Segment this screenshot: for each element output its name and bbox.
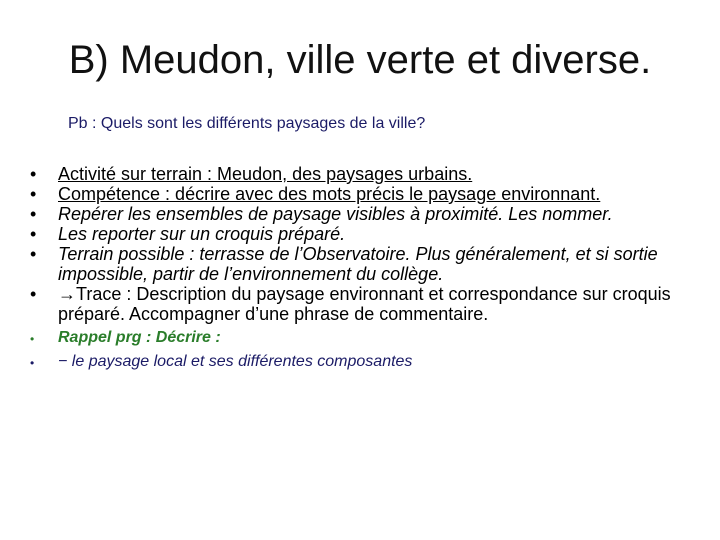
bullet-text-trace: →Trace : Description du paysage environnant et correspondance sur croquis préparé. Accompagner d’une phrase de commentaire. bbox=[58, 284, 671, 324]
problem-question: Pb : Quels sont les différents paysages de la ville? bbox=[68, 115, 426, 132]
bullet-text-rappel: Rappel prg : Décrire : bbox=[58, 329, 221, 346]
bullet-item bbox=[30, 204, 710, 224]
bullet-item bbox=[30, 284, 710, 324]
bullet-marker: • bbox=[30, 356, 35, 370]
bullet-item bbox=[30, 164, 710, 184]
bullet-marker: • bbox=[30, 284, 37, 304]
slide-title: B) Meudon, ville verte et diverse. bbox=[68, 38, 652, 82]
bullet-marker: • bbox=[30, 204, 37, 224]
bullet-item bbox=[30, 352, 710, 372]
bullet-list bbox=[30, 164, 710, 372]
bullet-item bbox=[30, 328, 710, 348]
bullet-marker: • bbox=[30, 164, 37, 184]
bullet-text-terrain: Terrain possible : terrasse de l’Observatoire. Plus généralement, et si sortie impossible, partir de l’environnement du collège. bbox=[58, 244, 658, 284]
bullet-text-composantes: − le paysage local et ses différentes composantes bbox=[58, 353, 413, 370]
bullet-text-activity: Activité sur terrain : Meudon, des paysages urbains. bbox=[58, 164, 473, 184]
bullet-text-competence: Compétence : décrire avec des mots précis le paysage environnant. bbox=[58, 184, 601, 204]
bullet-marker: • bbox=[30, 332, 35, 346]
bullet-text-reporter: Les reporter sur un croquis préparé. bbox=[58, 224, 346, 244]
bullet-marker: • bbox=[30, 184, 37, 204]
bullet-item bbox=[30, 244, 710, 284]
bullet-marker: • bbox=[30, 224, 37, 244]
bullet-item bbox=[30, 184, 710, 204]
bullet-marker: • bbox=[30, 244, 37, 264]
bullet-item bbox=[30, 224, 710, 244]
bullet-text-reperer: Repérer les ensembles de paysage visibles à proximité. Les nommer. bbox=[58, 204, 613, 224]
